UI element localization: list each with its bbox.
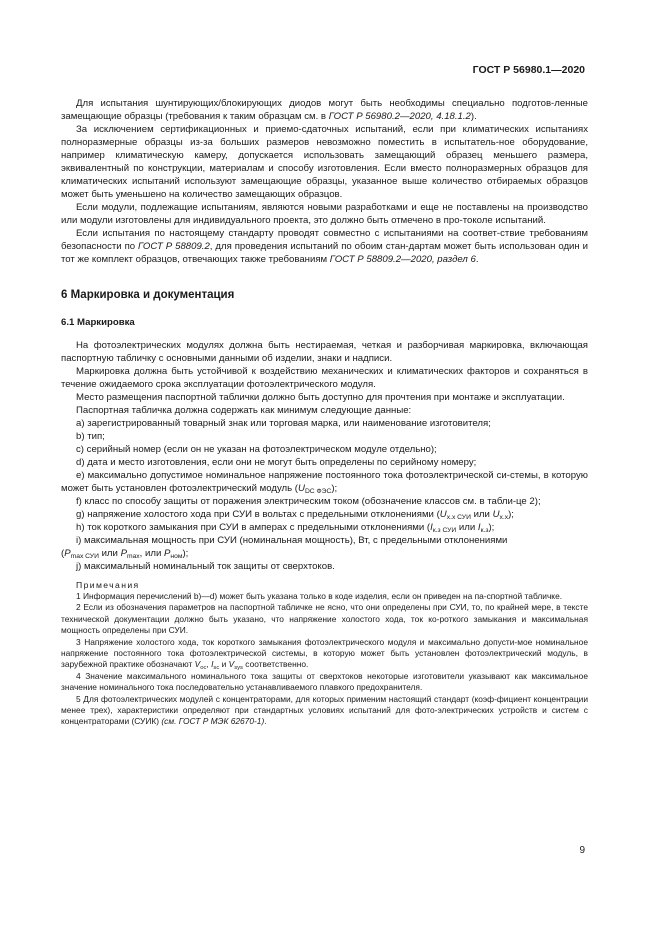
- symbol: I: [477, 522, 481, 533]
- text: .: [264, 716, 267, 727]
- symbol: U: [492, 509, 500, 520]
- text: );: [488, 522, 495, 533]
- text: 3 Напряжение холостого хода, ток короткого замыкания фотоэлектрического модуля и максимально допусти-мое номинальное напряжение постоянного тока фотоэлектрической системы, в которую может быть установлен фотоэлектрический модуль, в зарубежной практике обозначают: [61, 636, 588, 670]
- paragraph: За исключением сертификационных и приемо-сдаточных испытаний, если при климатических испытаниях полноразмерные образцы из-за больших размеров невозможно поместить в испытатель-ное оборудование, например климатическую камеру, допускается использовать замещающий образец меньшего размера, эквивалентный по конструкции, материалам и способу изготовления. Если вместо полноразмерных образцов для климатических испытаний используют замещающие образцы, указанное выше количество отбираемых образцов может быть уменьшено на количество замещающих образцов.: [61, 124, 588, 200]
- symbol: P: [163, 548, 171, 559]
- list-item: c) серийный номер (если он не указан на фотоэлектрическом модуле отдельно);: [76, 444, 437, 455]
- paragraph: Место размещения паспортной таблички должно быть доступно для прочтения при монтаже и эксплуатации.: [76, 392, 565, 403]
- text: 5 Для фотоэлектрических модулей с концентраторами, для которых применим настоящий стандарт (коэф-фициент концентрации менее трех), характеристики определяют при стандартных условиях испытаний для фото-электрических устройств и систем с концентраторами (СУИК): [61, 693, 588, 727]
- symbol: P: [120, 548, 127, 559]
- subscript: max: [126, 553, 140, 560]
- text: );: [508, 509, 514, 520]
- paragraph: [61, 97, 588, 123]
- paragraph: На фотоэлектрических модулях должна быть нестираемая, четкая и разборчивая маркировка, включающая паспортную табличку с основными данными об изделии, знаки и надписи.: [61, 340, 588, 364]
- subscript: х.х: [499, 514, 509, 521]
- text: , для проведения испытаний по обоим стан-дартам может быть использован один и тот же комплект образцов, отвечающих также требованиям: [61, 241, 588, 265]
- symbol: I: [430, 522, 433, 533]
- note: [61, 694, 588, 728]
- text: или: [456, 522, 478, 533]
- notes-title: Примечания: [76, 580, 140, 590]
- text: );: [182, 548, 189, 559]
- text: .: [475, 254, 479, 265]
- list-item: a) зарегистрированный товарный знак или торговая марка, или наименование изготовителя;: [76, 418, 491, 429]
- note: 1 Информация перечислений b)—d) может быть указана только в коде изделия, если он приведен на па-спортной табличке.: [76, 591, 563, 601]
- list-item: b) тип;: [76, 431, 105, 442]
- subscript: х.х СУИ: [446, 514, 471, 521]
- text: соответственно.: [242, 659, 309, 670]
- text: ,: [206, 659, 212, 670]
- list-item: [61, 508, 588, 521]
- list-item: f) класс по способу защиты от поражения электрическим током (обозначение классов см. в табли-це 2);: [76, 496, 541, 507]
- list-item: [61, 521, 588, 534]
- symbol: V: [228, 659, 235, 670]
- subsection-heading: 6.1 Маркировка: [61, 317, 135, 328]
- section-heading: 6 Маркировка и документация: [61, 289, 235, 301]
- reference-link: ГОСТ Р 58809.2: [138, 241, 210, 252]
- paragraph: Паспортная табличка должна содержать как минимум следующие данные:: [76, 405, 412, 416]
- text: );: [331, 483, 338, 494]
- document-header: ГОСТ Р 56980.1—2020: [472, 64, 585, 76]
- note: 4 Значение максимального номинального тока защиты от сверхтоков некоторые изготовители указывают как максимальное значение номинального тока последовательно устанавливаемого плавкого предохранителя.: [61, 670, 588, 693]
- symbol: V: [194, 659, 201, 670]
- text: h) ток короткого замыкания при СУИ в амперах с предельными отклонениями (: [76, 522, 431, 533]
- subscript: к.з СУИ: [432, 527, 457, 534]
- reference-link: ГОСТ Р 58809.2—2020, раздел 6: [329, 254, 476, 265]
- text: Для испытания шунтирующих/блокирующих диодов могут быть необходимы специально подготов-ленные замещающие образцы (требования к таким образцам см. в: [61, 98, 588, 122]
- list-item-continuation: [61, 547, 588, 560]
- paragraph: Если модули, подлежащие испытаниям, являются новыми разработками и еще не поставлены на производство или модули изготовлены для индивидуального проекта, это должно быть отмечено в про-токоле испытаний.: [61, 202, 588, 226]
- note: [61, 637, 588, 671]
- note: 2 Если из обозначения параметров на паспортной табличке не ясно, что они определены при СУИ, то, по крайней мере, в тексте технической документации должно быть указано, что напряжение холостого хода, ток ко-роткого замыкания и максимальная мощность определены при СУИ.: [61, 602, 588, 636]
- reference-link: (см. ГОСТ Р МЭК 62670-1): [161, 716, 265, 727]
- symbol: U: [439, 509, 447, 520]
- text: и: [219, 659, 229, 670]
- subscript: oc: [200, 665, 207, 672]
- text: ).: [470, 111, 477, 122]
- symbol: U: [298, 483, 305, 494]
- reference-link: ГОСТ Р 56980.2—2020, 4.18.1.2: [328, 111, 471, 122]
- text: , или: [139, 548, 164, 559]
- list-item: i) максимальная мощность при СУИ (номинальная мощность), Вт, с предельными отклонениями: [76, 535, 508, 546]
- text: g) напряжение холостого хода при СУИ в вольтах с предельными отклонениями (: [76, 509, 440, 520]
- symbol: I: [211, 659, 214, 670]
- subscript: ном: [170, 553, 183, 560]
- subscript: max СУИ: [70, 553, 99, 560]
- subscript: sys: [234, 665, 243, 672]
- text: или: [98, 548, 121, 559]
- text: e) максимально допустимое номинальное напряжение постоянного тока фотоэлектрической си-стемы, в которую может быть установлен фотоэлектрический модуль (: [61, 470, 588, 494]
- subscript: DC ФЭС: [304, 488, 332, 495]
- paragraph: [61, 227, 588, 266]
- text: Если испытания по настоящему стандарту проводят совместно с испытаниями на соответ-ствие требованиям безопасности по: [61, 228, 588, 252]
- list-item: d) дата и место изготовления, если они не могут быть определены по серийному номеру;: [76, 457, 477, 468]
- list-item: j) максимальный номинальный ток защиты от сверхтоков.: [76, 561, 335, 572]
- page-number: 9: [579, 845, 585, 856]
- subscript: sc: [213, 665, 220, 672]
- paragraph: Маркировка должна быть устойчивой к воздействию механических и климатических факторов и сохраняться в течение ожидаемого срока эксплуатации фотоэлектрического модуля.: [61, 366, 588, 390]
- list-item: [61, 469, 588, 495]
- symbol: P: [64, 548, 71, 559]
- text: (: [61, 548, 65, 559]
- subscript: к.з: [480, 527, 489, 534]
- page-content: [61, 97, 588, 728]
- text: или: [470, 509, 493, 520]
